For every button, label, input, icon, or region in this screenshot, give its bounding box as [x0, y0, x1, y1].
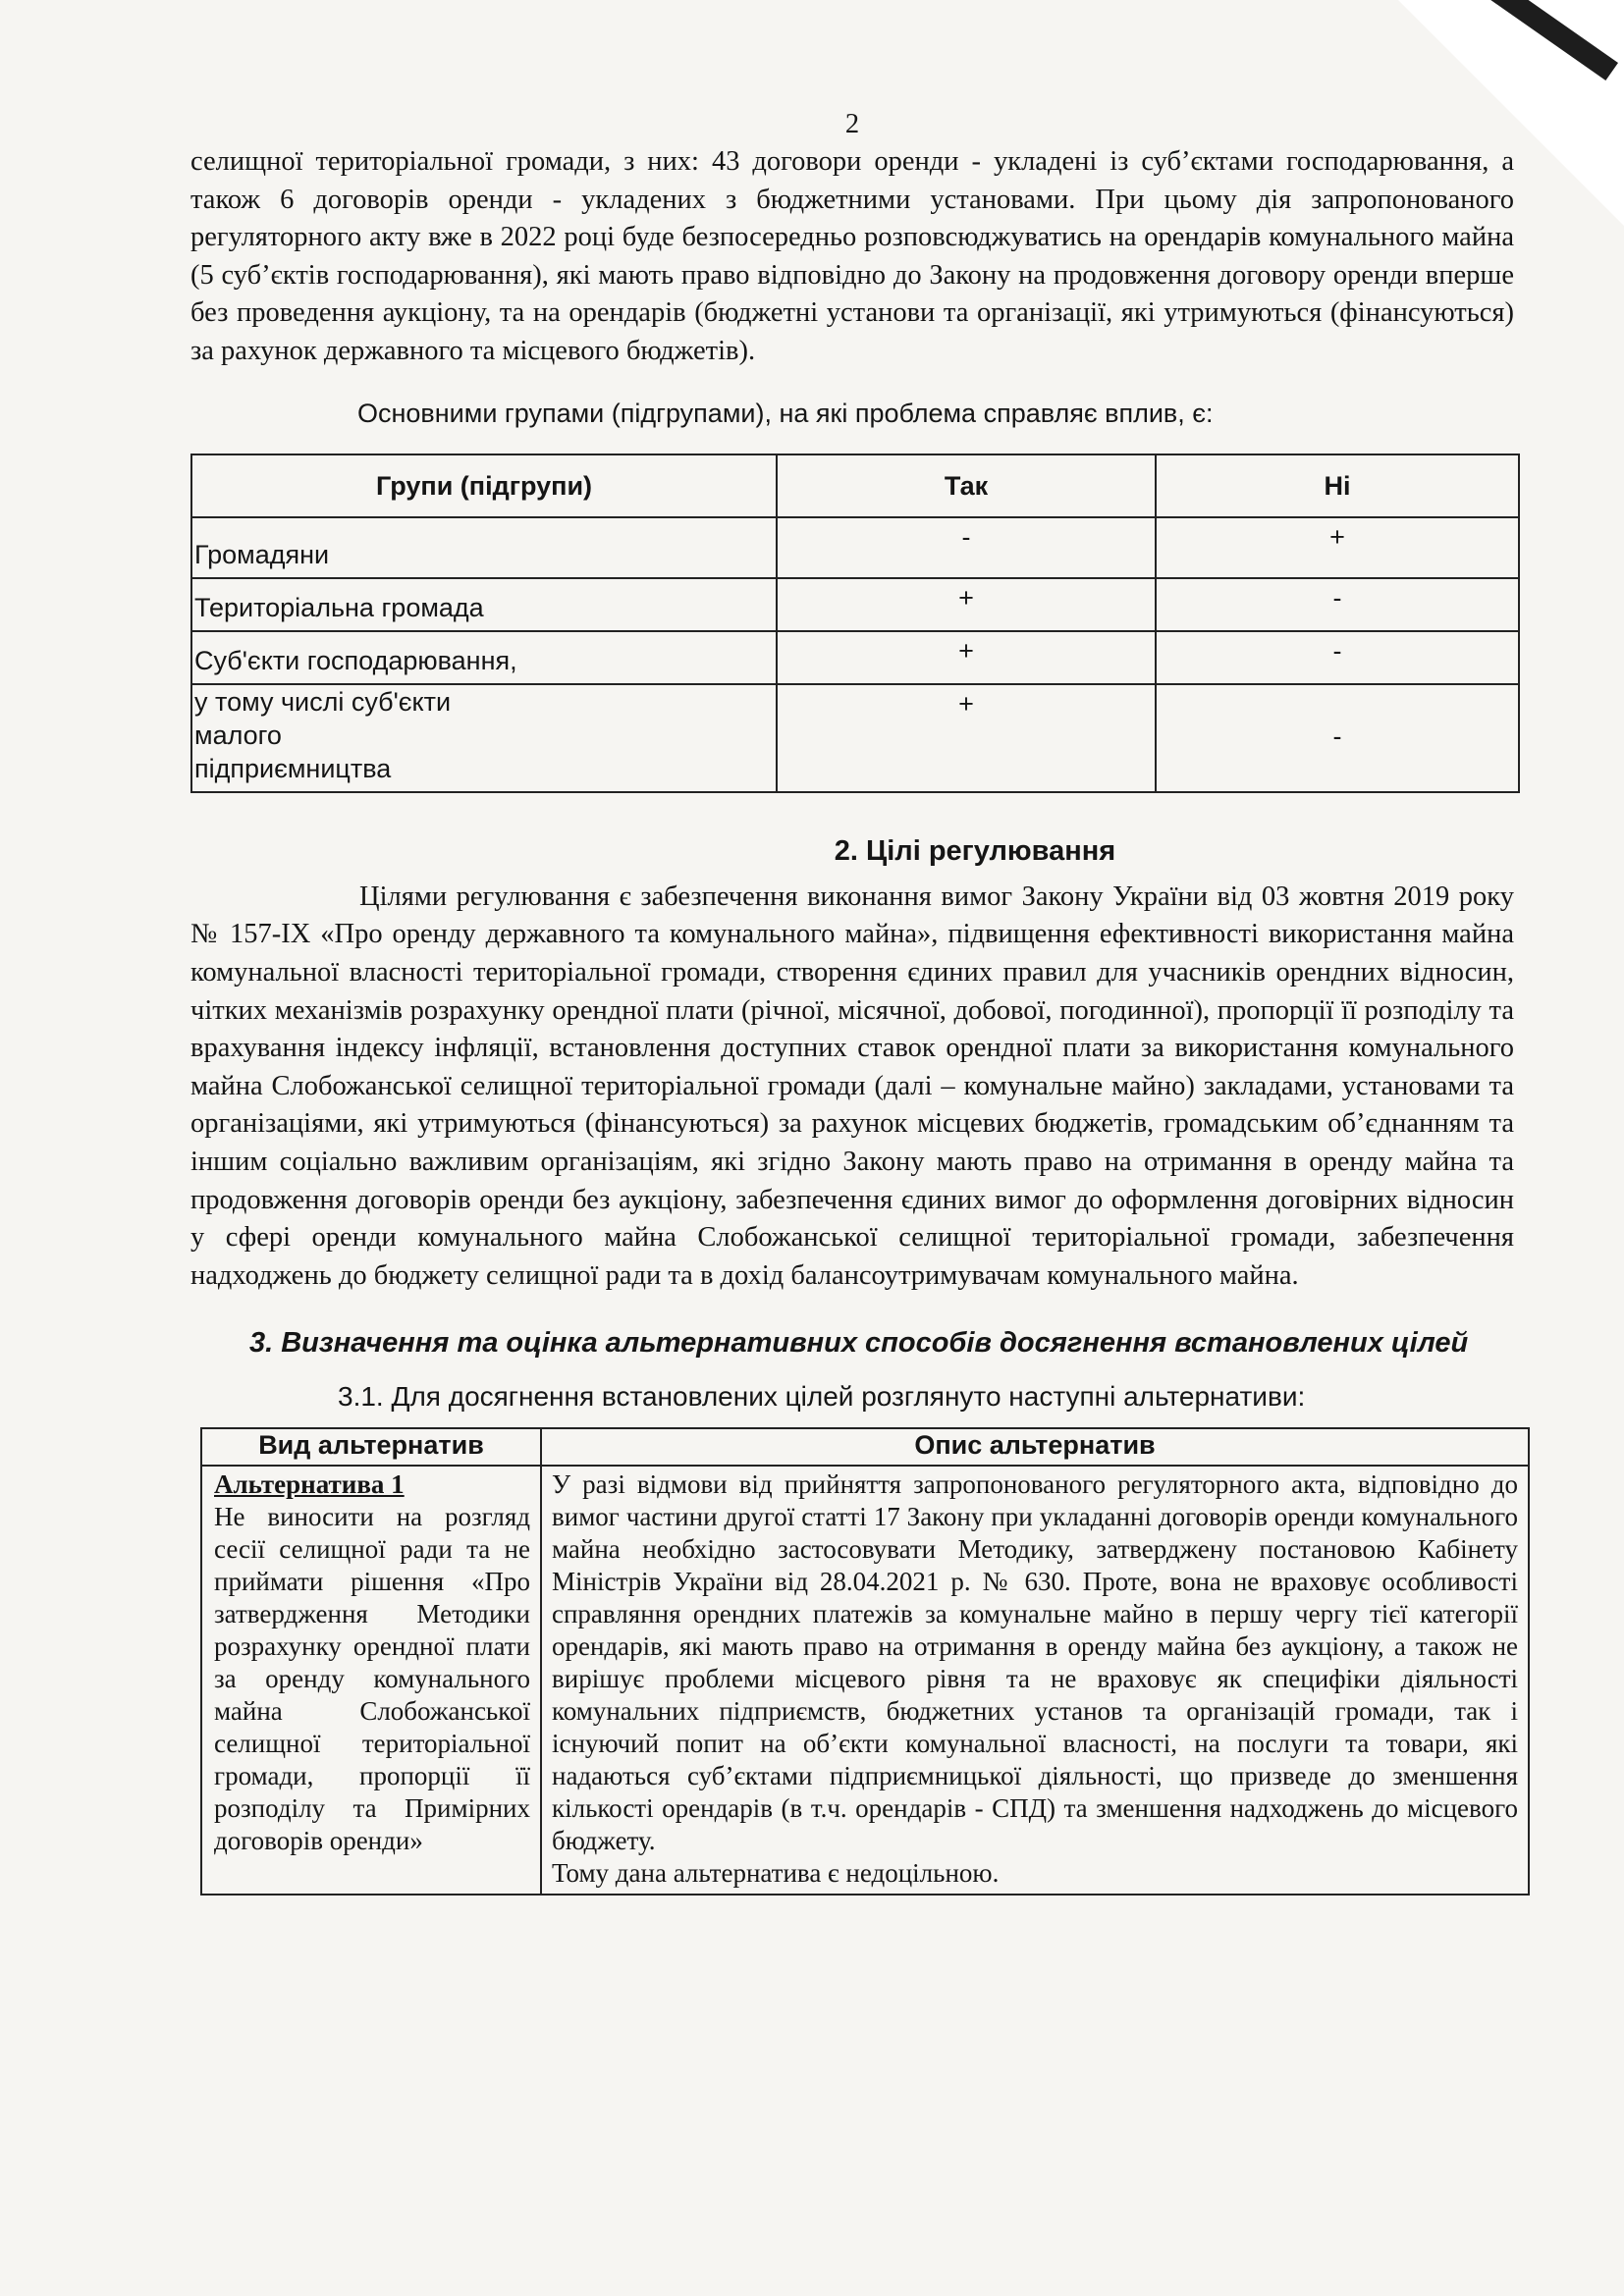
header-alternative-description: Опис альтернатив: [541, 1428, 1529, 1466]
no-mark: -: [1156, 578, 1519, 631]
header-no: Ні: [1156, 454, 1519, 517]
yes-mark: +: [777, 578, 1156, 631]
header-alternative-type: Вид альтернатив: [201, 1428, 541, 1466]
no-mark: +: [1156, 517, 1519, 578]
groups-table: [190, 454, 1520, 793]
yes-mark: +: [777, 684, 1156, 792]
alternative-conclusion: Тому дана альтернатива є недоцільною.: [552, 1858, 1000, 1889]
alternative-description-cell: [541, 1466, 1529, 1895]
alternatives-table: [200, 1427, 1530, 1896]
alternative-name: Не виносити на розгляд сесії селищної ради та не приймати рішення «Про затвердження Методики розрахунку орендної плати за оренду комунального майна Слобожанської селищної територіальної громади, пропорції її розподілу та Примірних договорів оренди»: [214, 1502, 530, 1856]
page-number: 2: [844, 109, 860, 139]
groups-table-header: [191, 454, 1519, 517]
section3-heading: 3. Визначення та оцінка альтернативних способів досягнення встановлених цілей: [249, 1327, 1469, 1360]
groups-intro: Основними групами (підгрупами), на які проблема справляє вплив, є:: [357, 398, 1214, 428]
yes-mark: -: [777, 517, 1156, 578]
table-row: [191, 684, 1519, 792]
section3-subheading: 3.1. Для досягнення встановлених цілей розглянуто наступні альтернативи:: [338, 1380, 1306, 1412]
yes-mark: +: [777, 631, 1156, 684]
section2-text: Цілями регулювання є забезпечення виконання вимог Закону України від 03 жовтня 2019 року № 157-IX «Про оренду державного та комунального майна», підвищення ефективності використання майна комунальної власності територіальної громади, створення єдиних правил для учасників орендних відносин, чітких механізмів розрахунку орендної плати (річної, місячної, добової, погодинної), пропорції її розподілу та врахування індексу інфляції, встановлення доступних ставок орендної плати за використання комунального майна Слобожанської селищної територіальної громади (далі – комунальне майно) закладами, установами та організаціями, які утримуються (фінансуються) за рахунок місцевих бюджетів, громадським об’єднанням та іншим соціально важливим організаціям, які згідно Закону мають право на отримання в оренду майна та продовження договорів оренди без аукціону, забезпечення єдиних вимог до оформлення договірних відносин у сфері оренди комунального майна Слобожанської селищної територіальної громади, забезпечення надходжень до бюджету селищної ради та в дохід балансоутримувачам комунального майна.: [190, 881, 1514, 1291]
group-name: Громадяни: [191, 517, 777, 578]
alternative-name-cell: [201, 1466, 541, 1895]
no-mark: -: [1156, 684, 1519, 792]
table-row: [191, 578, 1519, 631]
group-name: у тому числі суб'єкти малого підприємництва: [191, 684, 777, 792]
document-content: [190, 108, 1518, 1896]
alternative-description: У разі відмови від прийняття запропонованого регуляторного акта, відповідно до вимог частини другої статті 17 Закону при укладанні договорів оренди комунального майна необхідно застосовувати Методику, затверджену постановою Кабінету Міністрів України від 28.04.2021 р. № 630. Проте, вона не враховує особливості справляння орендних платежів за комунальне майно в першу чергу тієї категорії орендарів, які мають право на отримання в оренду майна без аукціону, а також не вирішує проблеми місцевого рівня та не враховує як специфіки діяльності комунальних підприємств, бюджетних установ та організацій громади, так і існуючий попит на об’єкти комунальної власності, на послуги та товари, які надаються суб’єктами підприємницької діяльності, що призведе до зменшення кількості орендарів (в т.ч. орендарів - СПД) та зменшення надходжень до місцевого бюджету.: [552, 1469, 1518, 1856]
table-row: [201, 1466, 1529, 1895]
group-name: Територіальна громада: [191, 578, 777, 631]
table-row: [191, 517, 1519, 578]
no-mark: -: [1156, 631, 1519, 684]
alternatives-table-header: [201, 1428, 1529, 1466]
paragraph-top: селищної територіальної громади, з них: 43 договори оренди - укладені із суб’єктами господарювання, а також 6 договорів оренди - укладених з бюджетними установами. При цьому дія запропонованого регуляторного акту вже в 2022 році буде безпосередньо розповсюджуватись на орендарів комунального майна (5 суб’єктів господарювання), які мають право відповідно до Закону на продовження договору оренди вперше без проведення аукціону, та на орендарів (бюджетні установи та організації, які утримуються (фінансуються) за рахунок державного та місцевого бюджетів).: [190, 146, 1514, 366]
header-groups: Групи (підгрупи): [191, 454, 777, 517]
section2-heading: 2. Цілі регулювання: [834, 835, 1116, 868]
table-row: [191, 631, 1519, 684]
alternative-label: Альтернатива 1: [214, 1469, 405, 1500]
header-yes: Так: [777, 454, 1156, 517]
group-name: Суб'єкти господарювання,: [191, 631, 777, 684]
